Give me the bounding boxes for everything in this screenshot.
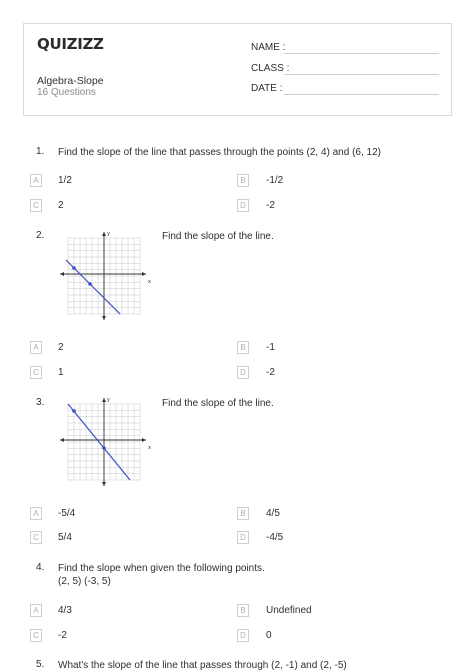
option-letter-box[interactable]: A [30, 507, 42, 520]
question-count: 16 Questions [37, 87, 96, 98]
option-letter-box[interactable]: B [237, 507, 249, 520]
option-letter-box[interactable]: B [237, 174, 249, 187]
y-axis-arrow [102, 232, 106, 236]
question-text: Find the slope of the line that passes through the points (2, 4) and (6, 12) [58, 147, 381, 158]
y-axis-label: y [107, 397, 110, 403]
class-field[interactable] [284, 74, 439, 75]
plotted-point [72, 409, 76, 413]
option-letter-box[interactable]: A [30, 604, 42, 617]
question-text: Find the slope of the line. [162, 398, 274, 409]
option-letter-box[interactable]: D [237, 199, 249, 212]
option-letter-box[interactable]: A [30, 174, 42, 187]
date-field[interactable] [284, 94, 439, 95]
option-letter-box[interactable]: A [30, 341, 42, 354]
option-text: 0 [266, 630, 272, 641]
option-text: -1 [266, 342, 275, 353]
option-text: 1 [58, 367, 64, 378]
question-points: (2, 5) (-3, 5) [58, 576, 111, 587]
x-axis-arrow [60, 438, 64, 442]
question-text: Find the slope when given the following points. [58, 563, 265, 574]
option-text: 5/4 [58, 532, 72, 543]
option-text: 2 [58, 200, 64, 211]
quizizz-logo: QUIZIZZ [37, 35, 104, 53]
option-text: -5/4 [58, 508, 76, 519]
question-number: 2. [36, 230, 45, 241]
plotted-point [102, 446, 106, 450]
option-text: -2 [58, 630, 67, 641]
option-text: 4/3 [58, 605, 72, 616]
option-letter-box[interactable]: B [237, 604, 249, 617]
date-label: DATE : [251, 83, 283, 94]
question-number: 4. [36, 562, 45, 573]
option-letter-box[interactable]: D [237, 531, 249, 544]
name-label: NAME : [251, 42, 286, 53]
option-text: Undefined [266, 605, 312, 616]
x-axis-arrow [142, 438, 146, 442]
y-axis-arrow [102, 482, 106, 486]
name-field[interactable] [284, 53, 439, 54]
plotted-point [88, 282, 92, 286]
option-letter-box[interactable]: D [237, 629, 249, 642]
option-text: -2 [266, 367, 275, 378]
question-number: 1. [36, 146, 45, 157]
option-letter-box[interactable]: C [30, 629, 42, 642]
y-axis-arrow [102, 316, 106, 320]
question-text: What's the slope of the line that passes through (2, -1) and (2, -5) [58, 660, 347, 670]
coordinate-graph [58, 230, 156, 320]
option-letter-box[interactable]: C [30, 199, 42, 212]
y-axis-arrow [102, 398, 106, 402]
option-text: 4/5 [266, 508, 280, 519]
x-axis-label: x [148, 445, 151, 451]
coordinate-graph [58, 396, 156, 488]
option-text: -2 [266, 200, 275, 211]
y-axis-label: y [107, 231, 110, 237]
x-axis-arrow [60, 272, 64, 276]
question-number: 3. [36, 397, 45, 408]
question-text: Find the slope of the line. [162, 231, 274, 242]
question-number: 5. [36, 659, 45, 670]
option-text: 1/2 [58, 175, 72, 186]
option-text: -1/2 [266, 175, 284, 186]
worksheet-header [23, 23, 452, 116]
option-letter-box[interactable]: D [237, 366, 249, 379]
option-letter-box[interactable]: B [237, 341, 249, 354]
option-letter-box[interactable]: C [30, 366, 42, 379]
option-letter-box[interactable]: C [30, 531, 42, 544]
class-label: CLASS : [251, 63, 290, 74]
x-axis-label: x [148, 279, 151, 285]
x-axis-arrow [142, 272, 146, 276]
option-text: -4/5 [266, 532, 284, 543]
worksheet-title: Algebra-Slope [37, 75, 104, 87]
plotted-point [72, 266, 76, 270]
option-text: 2 [58, 342, 64, 353]
